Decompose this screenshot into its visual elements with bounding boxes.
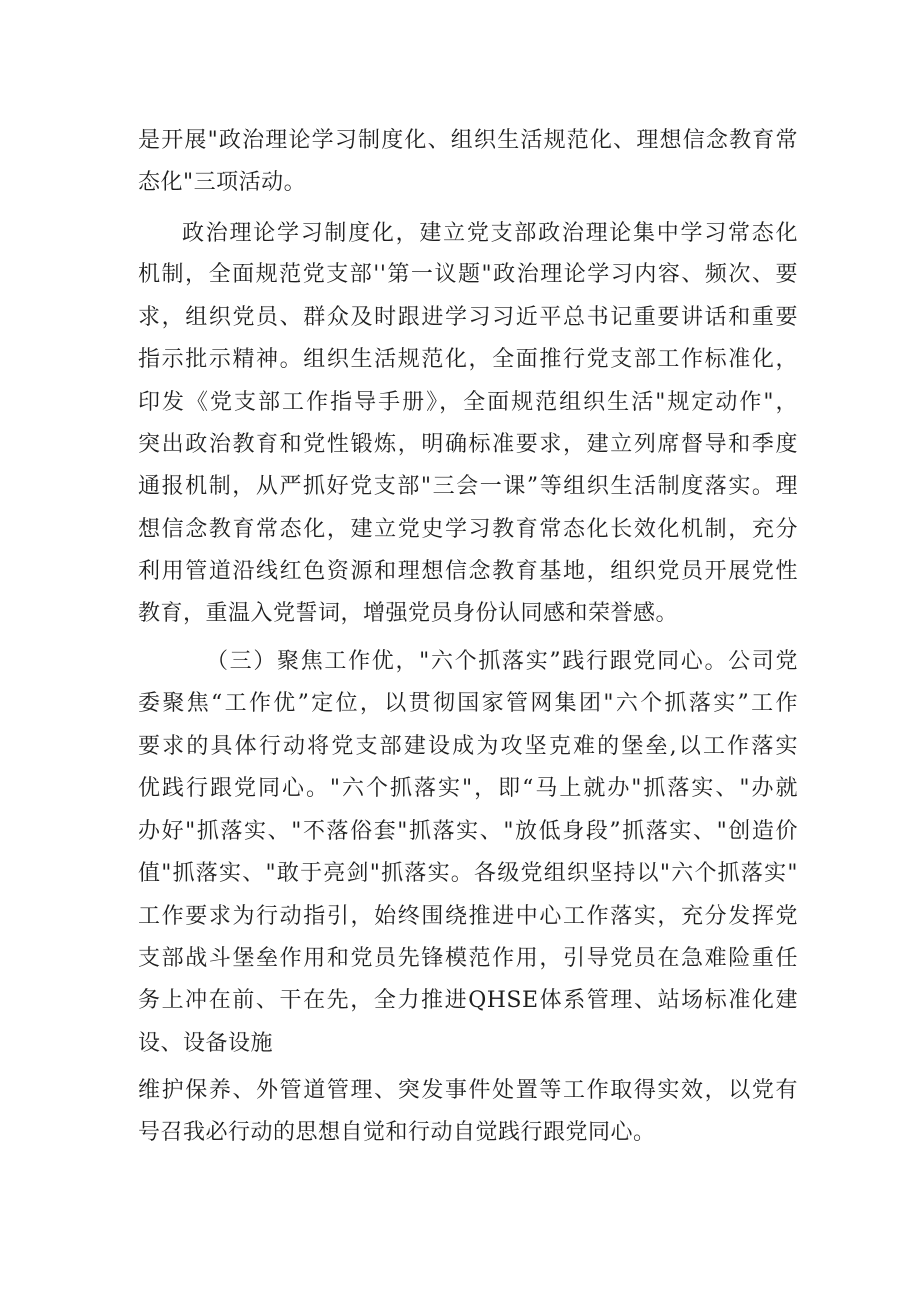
text-line: 工作要求为行动指引，始终围绕推进中心工作落实，充分发挥党 [138, 904, 798, 929]
text-line: 机制，全面规范党支部''第一议题"政治理论学习内容、频次、要 [138, 262, 798, 287]
text-line: 维护保养、外管道管理、突发事件处置等工作取得实效，以党有 [138, 1078, 798, 1103]
text-line: 突出政治教育和党性锻炼，明确标准要求，建立列席督导和季度 [138, 432, 798, 457]
text-line: 教育，重温入党誓词，增强党员身份认同感和荣誉感。 [138, 601, 679, 626]
text-line: 是开展"政治理论学习制度化、组织生活规范化、理想信念教育常 [138, 128, 798, 153]
text-line: 支部战斗堡垒作用和党员先锋模范作用，引导党员在急难险重任 [138, 946, 798, 971]
text-line: 委聚焦“工作优”定位，以贯彻国家管网集团"六个抓落实”工作 [138, 691, 798, 716]
text-line: 务上冲在前、干在先，全力推进QHSE体系管理、站场标准化建 [138, 988, 798, 1013]
text-line: 利用管道沿线红色资源和理想信念教育基地，组织党员开展党性 [138, 559, 798, 584]
text-line: 指示批示精神。组织生活规范化，全面推行党支部工作标准化， [138, 347, 798, 372]
text-line: 设、设备设施 [138, 1031, 274, 1056]
text-line: 要求的具体行动将党支部建设成为攻坚克难的堡垒,以工作落实 [138, 734, 798, 759]
text-line: 值"抓落实、"敢于亮剑"抓落实。各级党组织坚持以"六个抓落实" [138, 861, 798, 886]
text-line: 号召我必行动的思想自觉和行动自觉践行跟党同心。 [138, 1120, 656, 1145]
text-line: 优践行跟党同心。"六个抓落实"，即“马上就办"抓落实、"办就 [138, 776, 798, 801]
text-line: 通报机制，从严抓好党支部"三会一课”等组织生活制度落实。理 [138, 474, 798, 499]
text-line: 想信念教育常态化，建立党史学习教育常态化长效化机制，充分 [138, 517, 798, 542]
section-heading-line: （三）聚焦工作优，"六个抓落实”践行跟党同心。公司党 [206, 649, 798, 674]
paragraph-start-line: 政治理论学习制度化，建立党支部政治理论集中学习常态化 [182, 221, 798, 246]
text-line: 态化"三项活动。 [138, 170, 307, 195]
text-line: 求，组织党员、群众及时跟进学习习近平总书记重要讲话和重要 [138, 305, 798, 330]
text-line: 印发《党支部工作指导手册》，全面规范组织生活"规定动作"， [138, 390, 798, 415]
text-line: 办好"抓落实、"不落俗套"抓落实、"放低身段”抓落实、"创造价 [138, 819, 798, 844]
